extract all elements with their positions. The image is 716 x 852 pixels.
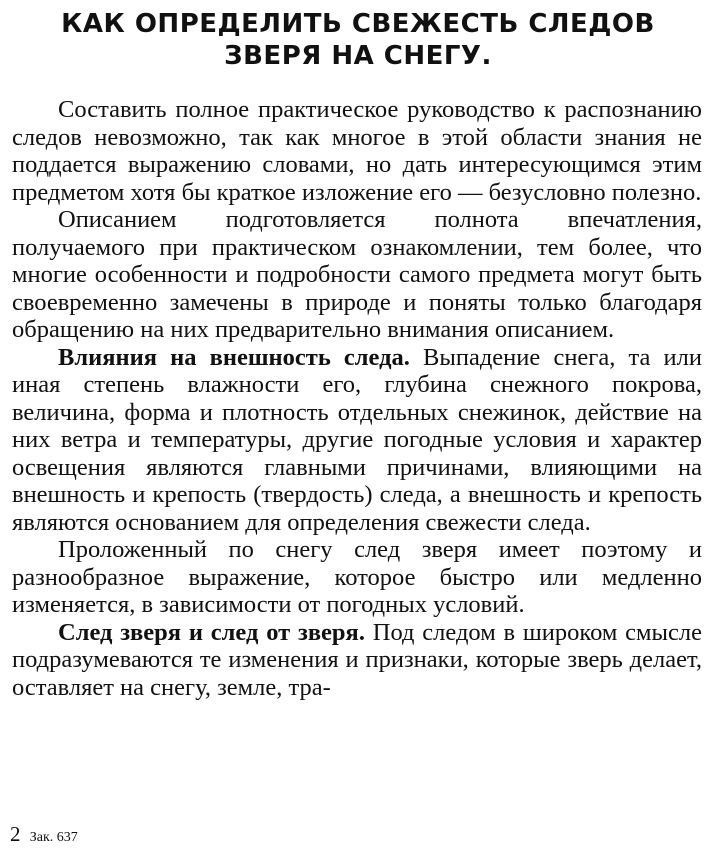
section-heading: След зверя и след от зверя. [58,618,365,646]
paragraph [12,344,702,537]
paragraph-text: Выпадение снега, та или иная степень влажности его, глубина снежного покрова, величина, форма и плотность отдельных снежинок, действие на них ветра и температуры, другие погодные условия и характер освещения являются главными причинами, влияющими на внешность и крепость (твердость) следа, а внешность и крепость являются основанием для определения свежести следа. [12,343,703,536]
title-line-1: КАК ОПРЕДЕЛИТЬ СВЕЖЕСТЬ СЛЕДОВ [61,9,655,39]
paragraph [12,206,702,344]
title-line-2: ЗВЕРЯ НА СНЕГУ. [224,41,492,71]
paragraph-text: Под следом в широком смысле подразумеваются те изменения и признаки, которые зверь делает, оставляет на снегу, земле, тра- [12,618,702,701]
section-heading: Влияния на внешность следа. [58,343,410,371]
print-order-code: Зак. 637 [29,830,78,845]
body-text [12,96,702,701]
paragraph [12,619,702,702]
paragraph [12,96,702,206]
paragraph-text: Описанием подготовляется полнота впечатления, получаемого при практическом ознакомлении, тем более, что многие особенности и подробности самого предмета могут быть своевременно замечены в природе и поняты только благодаря обращению на них предварительно внимания описанием. [12,206,702,343]
page-footer [10,822,78,850]
page-number: 2 [10,822,21,846]
paragraph [12,536,702,619]
page-title [20,8,696,72]
paragraph-text: Проложенный по снегу след зверя имеет поэтому и разнообразное выражение, которое быстро или медленно изменяется, в зависимости от погодных условий. [12,536,702,618]
paragraph-text: Составить полное практическое руководство к распознанию следов невозможно, так как многое в этой области знания не поддается выражению словами, но дать интересующимся этим предметом хотя бы краткое изложение его — безусловно полезно. [12,96,702,206]
